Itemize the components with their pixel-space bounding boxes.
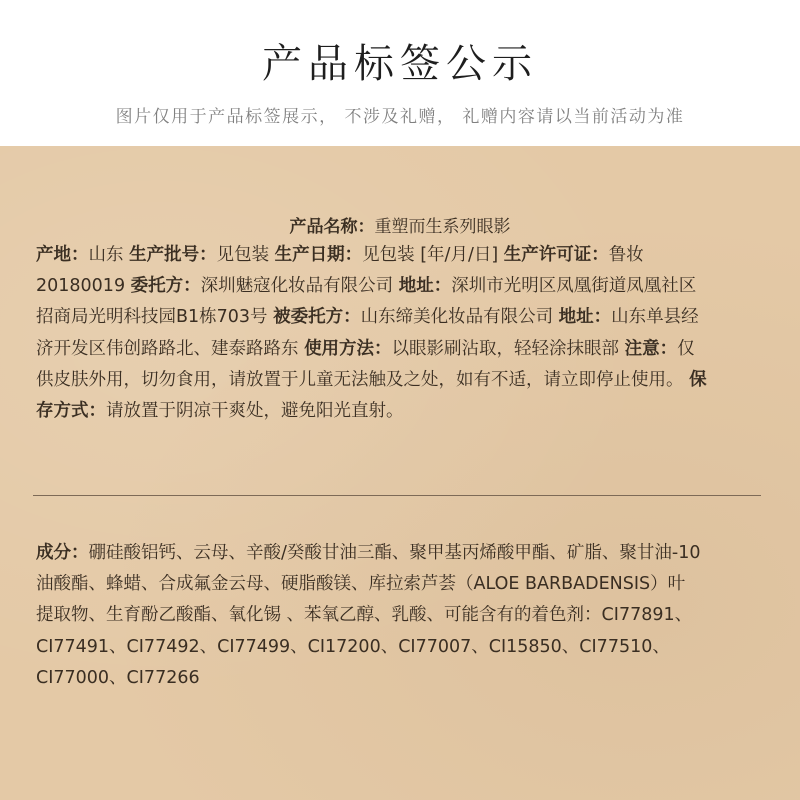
- field-value: 济开发区伟创路路北、建泰路路东: [36, 338, 305, 359]
- info-line: [36, 396, 772, 427]
- field-value: CI77000、CI77266: [36, 667, 200, 688]
- field-value: 山东: [88, 245, 130, 265]
- field-value: 见包装 [年/月/日]: [362, 245, 504, 265]
- field-value: 提取物、生育酚乙酸酯、氧化锡 、苯氧乙醇、乳酸、可能含有的着色剂：CI77891、: [36, 605, 693, 626]
- section-divider: [33, 495, 761, 496]
- ingredient-line: [36, 632, 772, 663]
- field-value: 山东单县经: [611, 307, 699, 328]
- field-label: 生产批号：: [129, 245, 217, 265]
- info-line: [36, 240, 772, 271]
- field-value: 深圳市光明区凤凰街道凤凰社区: [451, 276, 697, 297]
- ingredient-line: [36, 569, 772, 600]
- info-line: [36, 334, 772, 365]
- info-line: [36, 365, 772, 396]
- field-value: 山东缔美化妆品有限公司: [360, 307, 559, 328]
- field-label: 保: [689, 369, 707, 390]
- field-label: 成分：: [36, 543, 89, 563]
- field-label: 生产许可证：: [503, 245, 609, 265]
- label-panel: [0, 146, 800, 800]
- field-value: 20180019: [36, 276, 131, 297]
- field-value: 以眼影刷沾取，轻轻涂抹眼部: [391, 338, 625, 359]
- product-name: [0, 215, 800, 239]
- field-value: 硼硅酸铝钙、云母、辛酸/癸酸甘油三酯、聚甲基丙烯酸甲酯、矿脂、聚甘油-10: [88, 543, 701, 563]
- page-subtitle: 图片仅用于产品标签展示， 不涉及礼赠， 礼赠内容请以当前活动为准: [115, 107, 685, 127]
- field-value: 请放置于阴凉干爽处，避免阳光直射。: [106, 401, 404, 422]
- field-value: 油酸酯、蜂蜡、合成氟金云母、硬脂酸镁、库拉索芦荟（ALOE BARBADENSIS）叶: [36, 574, 686, 595]
- info-line: [36, 302, 772, 333]
- field-label: 地址：: [398, 276, 452, 297]
- field-label: 被委托方：: [273, 307, 361, 328]
- field-value: 深圳魅寇化妆品有限公司: [200, 276, 399, 297]
- field-value: 仅: [677, 338, 695, 359]
- ingredient-line: [36, 600, 772, 631]
- product-name-value: 重塑而生系列眼影: [374, 217, 511, 237]
- field-value: 见包装: [216, 245, 275, 265]
- field-value: CI77491、CI77492、CI77499、CI17200、CI77007、CI15850、CI77510、: [36, 636, 670, 657]
- product-info-block: [36, 240, 772, 427]
- ingredients-block: [36, 538, 772, 694]
- header: [0, 0, 800, 146]
- field-label: 产地：: [36, 245, 89, 265]
- field-label: 地址：: [558, 307, 612, 328]
- field-value: 鲁妆: [608, 245, 644, 265]
- field-label: 存方式：: [36, 401, 106, 422]
- field-label: 委托方：: [130, 276, 201, 297]
- field-value: 供皮肤外用，切勿食用，请放置于儿童无法触及之处，如有不适，请立即停止使用。: [36, 369, 690, 390]
- field-label: 使用方法：: [304, 338, 392, 359]
- info-line: [36, 271, 772, 302]
- ingredient-line: [36, 663, 772, 694]
- product-name-label: 产品名称：: [289, 217, 375, 237]
- field-label: 生产日期：: [274, 245, 363, 265]
- page-title: 产品标签公示: [262, 41, 538, 87]
- ingredient-line: [36, 538, 772, 569]
- field-label: 注意：: [624, 338, 678, 359]
- field-value: 招商局光明科技园B1栋703号: [36, 307, 274, 328]
